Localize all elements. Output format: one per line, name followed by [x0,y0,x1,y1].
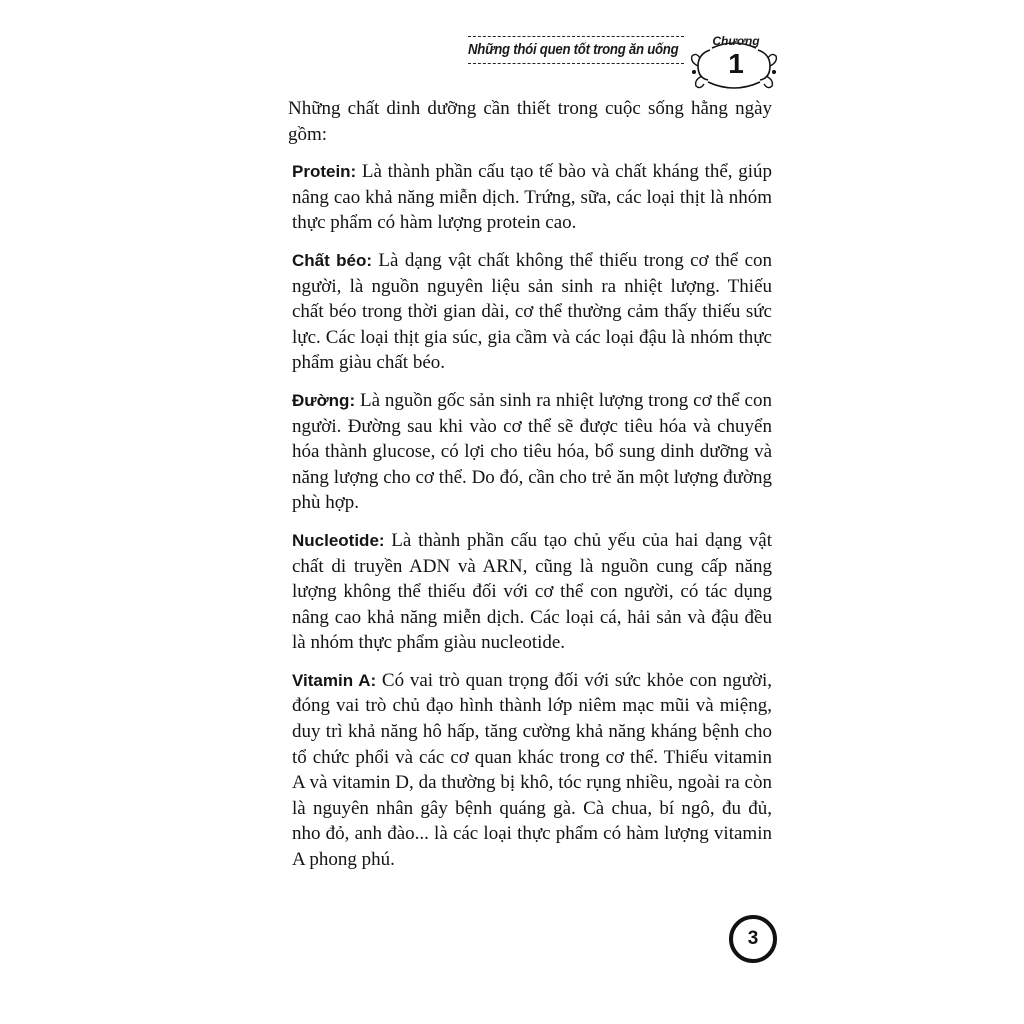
definition-fat: Là dạng vật chất không thể thiếu trong cơ thể con người, là nguồn nguyên liệu sản sinh ra nhiệt lượng. Thiếu chất béo trong thời gian dài, cơ thể thường cảm thấy thiếu sức lực. Các loại thịt gia súc, gia cầm và các loại đậu là nhóm thực phẩm giàu chất béo. [292,249,773,374]
paragraph-protein [292,159,772,236]
page-number: 3 [729,915,777,963]
chapter-badge [690,36,778,94]
intro-paragraph: Những chất dinh dưỡng cần thiết trong cuộc sống hằng ngày gồm: [288,98,772,145]
definition-vitamin-a: Có vai trò quan trọng đối với sức khỏe con người, đóng vai trò chủ đạo hình thành lớp niêm mạc mũi và miệng, duy trì khả năng hô hấp, tăng cường khả năng kháng bệnh cho tổ chức phổi và các cơ quan khác trong cơ thể. Thiếu vitamin A và vitamin D, da thường bị khô, tóc rụng nhiều, ngoài ra còn là nguyên nhân gây bệnh quáng gà. Cà chua, bí ngô, đu đủ, nho đỏ, anh đào... là các loại thực phẩm có hàm lượng vitamin A phong phú. [292,669,773,871]
chapter-number: 1 [728,48,744,79]
chapter-label: Chương [712,34,760,48]
paragraph-nucleotide [292,528,772,656]
paragraph-fat [292,248,772,376]
definition-protein: Là thành phần cấu tạo tế bào và chất kháng thể, giúp nâng cao khả năng miễn dịch. Trứng, sữa, các loại thịt là nhóm thực phẩm có hàm lượng protein cao. [292,161,772,234]
paragraph-sugar [292,388,772,516]
paragraph-vitamin-a [292,668,772,873]
body-text [288,96,773,885]
header-title: Những thói quen tốt trong ăn uống [468,41,679,58]
term-sugar: Đường: [292,390,356,410]
header-dashed-line-bottom [468,63,684,64]
term-protein: Protein: [292,162,357,182]
definition-sugar: Là nguồn gốc sản sinh ra nhiệt lượng trong cơ thể con người. Đường sau khi vào cơ thể sẽ được tiêu hóa và chuyển hóa thành glucose, có lợi cho tiêu hóa, bổ sung dinh dưỡng và năng lượng cho cơ thể. Do đó, cần cho trẻ ăn một lượng đường phù hợp. [292,389,772,514]
term-fat: Chất béo: [292,250,373,270]
running-header [468,36,778,96]
definition-nucleotide: Là thành phần cấu tạo chủ yếu của hai dạng vật chất di truyền ADN và ARN, cũng là nguồn cung cấp năng lượng không thể thiếu đối với cơ thể con người, có tác dụng nâng cao khả năng miễn dịch. Các loại cá, hải sản và đậu đều là nhóm thực phẩm giàu nucleotide. [292,529,772,654]
term-vitamin-a: Vitamin A: [292,670,377,690]
header-dashed-line-top [468,36,684,37]
term-nucleotide: Nucleotide: [292,530,385,550]
